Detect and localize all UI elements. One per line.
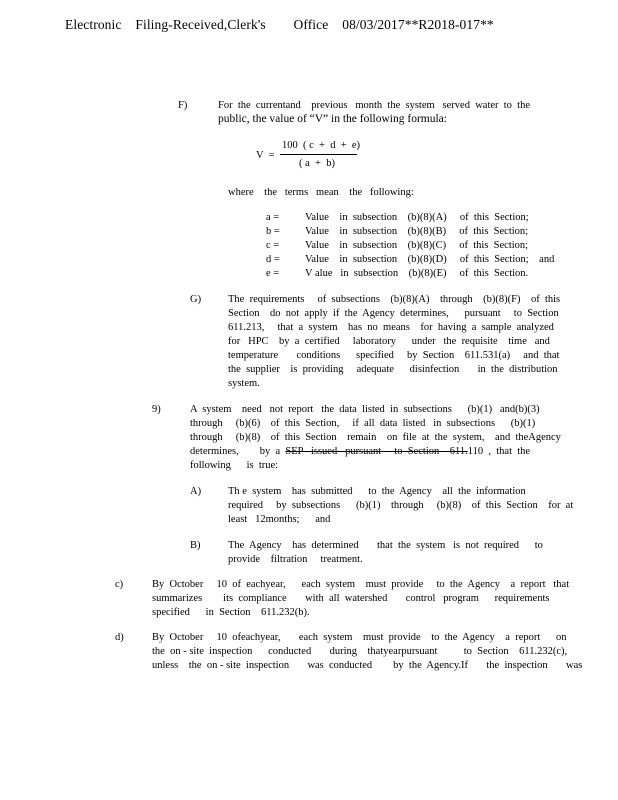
term-c-text: Value in subsection (b)(8)(C) of this Section;	[305, 240, 529, 251]
term-d-text: Value in subsection (b)(8)(D) of this Section; and	[305, 254, 555, 265]
formula-lhs: V =	[256, 150, 275, 161]
term-d-var: d =	[266, 254, 280, 265]
item-d-line-3: unless the on - site inspection was conducted by the Agency.If the inspection was	[152, 660, 583, 671]
item-b-line-2: provide filtration treatment.	[228, 554, 363, 565]
item-a-line-1: Th e system has submitted to the Agency all the information	[228, 486, 526, 497]
item-9-line-4-pre: determines, by a	[190, 446, 286, 457]
item-c-line-2: summarizes its compliance with all watershed control program requirements	[152, 593, 550, 604]
item-b-line-1: The Agency has determined that the system is not required to	[228, 540, 543, 551]
item-label-9: 9)	[152, 404, 161, 415]
term-a-text: Value in subsection (b)(8)(A) of this Section;	[305, 212, 529, 223]
item-c-line-3: specified in Section 611.232(b).	[152, 607, 310, 618]
item-label-f: F)	[178, 100, 188, 111]
item-a-line-3: least 12months; and	[228, 514, 331, 525]
item-label-g: G)	[190, 294, 202, 305]
where-line: where the terms mean the following:	[228, 187, 414, 198]
item-9-line-2: through (b)(6) of this Section, if all data listed in subsections (b)(1)	[190, 418, 536, 429]
item-9-line-1: A system need not report the data listed in subsections (b)(1) and(b)(3)	[190, 404, 540, 415]
item-d-line-2: the on - site inspection conducted during thatyearpursuant to Section 611.232(c),	[152, 646, 568, 657]
item-g-line-1: The requirements of subsections (b)(8)(A) through (b)(8)(F) of this	[228, 294, 561, 305]
item-g-line-3: 611.213, that a system has no means for having a sample analyzed	[228, 322, 554, 333]
item-g-line-6: the supplier is providing adequate disinfection in the distribution	[228, 364, 558, 375]
item-g-line-4: for HPC by a certified laboratory under the requisite time and	[228, 336, 550, 347]
item-g-line-5: temperature conditions specified by Section 611.531(a) and that	[228, 350, 560, 361]
item-f-line-2: public, the value of “V” in the following formula:	[218, 113, 447, 125]
fraction-bar	[280, 154, 357, 155]
struck-text: SEP issued pursuant to Section 611.	[285, 446, 468, 457]
item-label-a: A)	[190, 486, 202, 497]
formula-denominator: ( a + b)	[299, 158, 335, 169]
item-9-line-5: following is true:	[190, 460, 279, 471]
term-e-text: V alue in subsection (b)(8)(E) of this Section.	[305, 268, 529, 279]
term-b-text: Value in subsection (b)(8)(B) of this Section;	[305, 226, 529, 237]
term-c-var: c =	[266, 240, 280, 251]
item-a-line-2: required by subsections (b)(1) through (b)(8) of this Section for at	[228, 500, 574, 511]
term-b-var: b =	[266, 226, 280, 237]
item-9-line-4-post: 110 , that the	[467, 446, 531, 457]
item-c-line-1: By October 10 of eachyear, each system must provide to the Agency a report that	[152, 579, 570, 590]
item-g-line-2: Section do not apply if the Agency determines, pursuant to Section	[228, 308, 559, 319]
item-9-line-3: through (b)(8) of this Section remain on file at the system, and theAgency	[190, 432, 561, 443]
filing-header: Electronic Filing-Received,Clerk's Office 08/03/2017**R2018-017**	[65, 17, 494, 32]
item-f-line-1: For the currentand previous month the system served water to the	[218, 100, 531, 111]
item-g-line-7: system.	[228, 378, 260, 389]
item-d-line-1: By October 10 ofeachyear, each system must provide to the Agency a report on	[152, 632, 567, 643]
term-a-var: a =	[266, 212, 280, 223]
item-label-d: d)	[115, 632, 124, 643]
term-e-var: e =	[266, 268, 280, 279]
item-label-b: B)	[190, 540, 201, 551]
formula-numerator: 100 ( c + d + e)	[282, 140, 361, 151]
item-9-line-4	[190, 445, 530, 459]
item-label-c: c)	[115, 579, 124, 590]
